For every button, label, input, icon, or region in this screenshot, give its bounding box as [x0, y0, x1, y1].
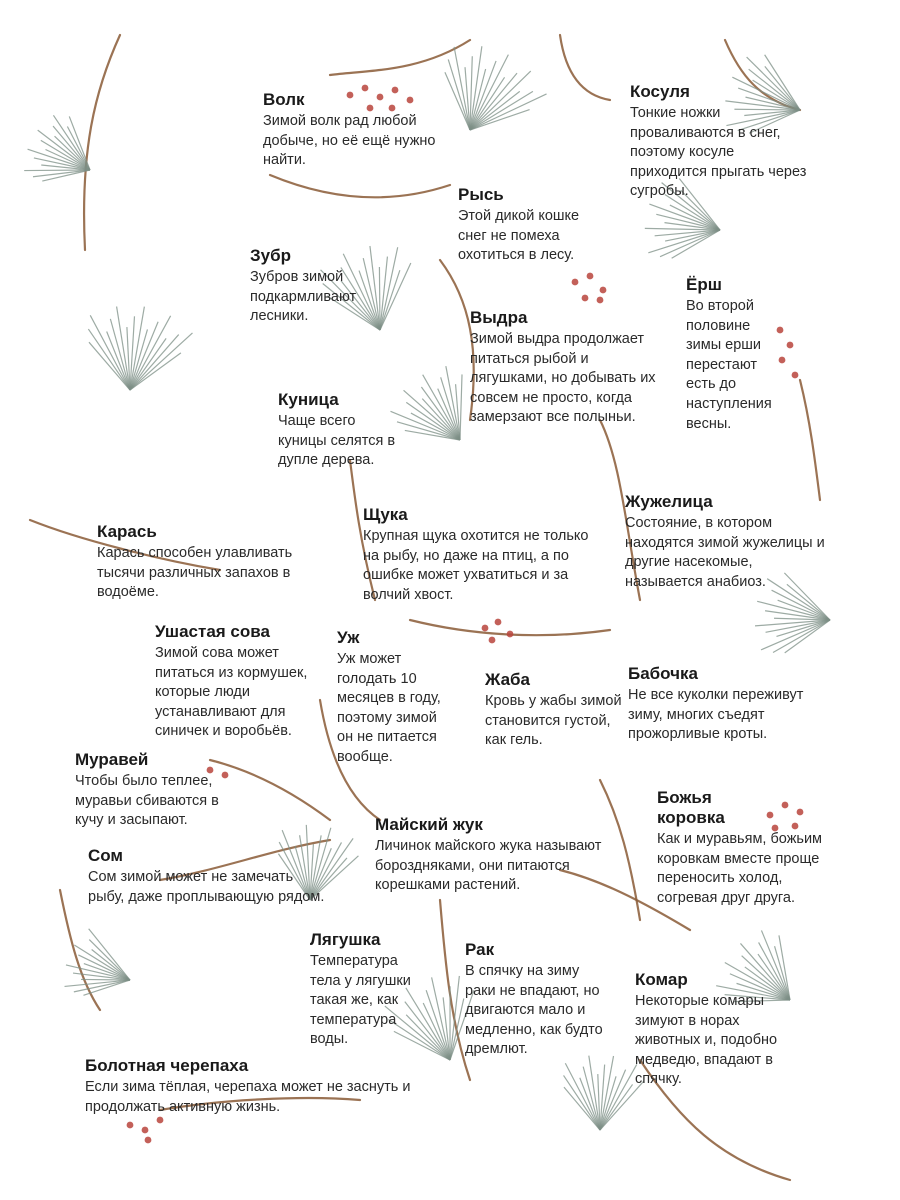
pine-needle [470, 71, 531, 130]
entry-text: Зимой сова может питаться из кормушек, которые люди устанавливают для синичек и воробьёв. [155, 645, 308, 740]
entry-muravey [75, 750, 240, 831]
entry-title: Божья коровка [657, 788, 725, 827]
entry-kunitsa [278, 390, 406, 471]
pine-needle [33, 170, 90, 177]
entry-rys [458, 185, 608, 266]
berry [792, 372, 799, 379]
entry-title: Ёрш [686, 275, 722, 294]
entry-title: Зубр [250, 246, 291, 265]
branch-line [270, 175, 450, 197]
entry-text: Тонкие ножки проваливаются в снег, поэтому косуле приходится прыгать через сугробы. [630, 105, 807, 200]
entry-text: Кровь у жабы зимой становится густой, как гель. [485, 693, 622, 749]
entry-title: Карась [97, 522, 157, 541]
entry-text: Если зима тёплая, черепаха может не заснуть и продолжать активную жизнь. [85, 1079, 411, 1115]
berry [572, 279, 579, 286]
entry-text: В спячку на зиму раки не впадают, но двигаются мало и медленно, как будто дремлют. [465, 963, 603, 1058]
entry-text: Состояние, в котором находятся зимой жужелицы и другие насекомые, называется анабиоз. [625, 515, 825, 590]
entry-title: Рак [465, 940, 495, 959]
entry-zubr [250, 246, 380, 327]
entry-title: Волк [263, 90, 305, 109]
entry-text: Во второй половине зимы ерши перестают есть до наступления весны. [686, 298, 772, 432]
entry-volk [263, 90, 463, 171]
entry-kosulya [630, 82, 815, 202]
pine-needle [130, 333, 192, 390]
entry-text: Зимой выдра продолжает питаться рыбой и лягушками, но добывать их совсем не просто, когда замерзают все полыньи. [470, 331, 656, 426]
berry [779, 357, 786, 364]
berry [777, 327, 784, 334]
entry-text: Температура тела у лягушки такая же, как температура воды. [310, 953, 411, 1048]
entry-text: Личинок майского жука называют бороздняками, они питаются корешками растений. [375, 838, 602, 894]
entry-text: Чтобы было теплее, муравьи сбиваются в кучу и засыпают. [75, 773, 219, 829]
berry [145, 1137, 152, 1144]
pine-needle [422, 399, 460, 440]
pine-needle [380, 263, 411, 330]
entry-title: Сом [88, 846, 124, 865]
pine-needle [55, 136, 90, 170]
entry-komar [635, 970, 805, 1090]
berry [127, 1122, 134, 1129]
entry-title: Комар [635, 970, 688, 989]
entry-shchuka [363, 505, 598, 605]
entry-title: Лягушка [310, 930, 381, 949]
entry-yorsh [686, 275, 776, 434]
entry-som [88, 846, 333, 907]
entry-lyagushka [310, 930, 420, 1050]
entry-title: Щука [363, 505, 408, 524]
entry-text: Зимой волк рад любой добыче, но её ещё нужно найти. [263, 113, 436, 169]
pine-needle [665, 230, 720, 241]
berry [587, 273, 594, 280]
berry [787, 342, 794, 349]
pine-needle [130, 335, 179, 390]
entry-karas [97, 522, 332, 603]
branch-line [560, 35, 610, 100]
entry-cherepakha [85, 1056, 425, 1117]
berry [142, 1127, 149, 1134]
branch-line [84, 35, 120, 250]
entry-text: Уж может голодать 10 месяцев в году, поэтому зимой он не питается вообще. [337, 651, 441, 765]
branch-line [800, 380, 820, 500]
entry-title: Муравей [75, 750, 149, 769]
entry-text: Чаще всего куницы селятся в дупле дерева. [278, 413, 396, 469]
berry [507, 631, 514, 638]
berry [582, 295, 589, 302]
entry-vydra [470, 308, 665, 428]
entry-title: Рысь [458, 185, 504, 204]
entry-title: Бабочка [628, 664, 698, 683]
entry-title: Выдра [470, 308, 528, 327]
entry-rak [465, 940, 605, 1060]
entry-text: Крупная щука охотится не только на рыбу, но даже на птиц, а по ошибке может ухватиться и за волчий хвост. [363, 528, 589, 603]
entry-text: Как и муравьям, божьим коровкам вместе проще переносить холод, согревая друг друга. [657, 831, 823, 906]
berry [482, 625, 489, 632]
pine-needle [380, 247, 398, 330]
entry-title: Косуля [630, 82, 690, 101]
berry [597, 297, 604, 304]
pine-needle [460, 374, 462, 440]
entry-text: Зубров зимой подкармливают лесники. [250, 269, 357, 325]
entry-text: Этой дикой кошке снег не помеха охотиться в лесу. [458, 208, 580, 264]
entry-text: Сом зимой может не замечать рыбу, даже проплывающую рядом. [88, 869, 325, 905]
entry-sova [155, 622, 330, 742]
berry [157, 1117, 164, 1124]
pine-needle [42, 170, 90, 181]
entry-zhaba [485, 670, 625, 751]
berry [495, 619, 502, 626]
pine-needle [74, 980, 130, 992]
entry-title: Жужелица [625, 492, 713, 511]
entry-majskiy [375, 815, 625, 896]
pine-needle [24, 170, 90, 171]
entry-title: Жаба [485, 670, 530, 689]
entry-uzh [337, 628, 447, 768]
pine-needle [89, 940, 130, 980]
entry-korovka [657, 788, 827, 908]
berry [600, 287, 607, 294]
entry-title: Ушастая сова [155, 622, 270, 641]
entry-title: Уж [337, 628, 360, 647]
entry-text: Некоторые комары зимуют в норах животных и, подобно медведю, впадают в спячку. [635, 993, 778, 1088]
entry-title: Майский жук [375, 815, 483, 834]
entry-title: Куница [278, 390, 339, 409]
berry [489, 637, 496, 644]
entry-zhuzhelitsa [625, 492, 825, 592]
branch-line [330, 40, 470, 75]
entry-babochka [628, 664, 823, 745]
entry-title: Болотная черепаха [85, 1056, 249, 1075]
entry-text: Не все куколки переживут зиму, многих съедят прожорливые кроты. [628, 687, 804, 743]
entry-text: Карась способен улавливать тысячи различных запахов в водоёме. [97, 545, 293, 601]
